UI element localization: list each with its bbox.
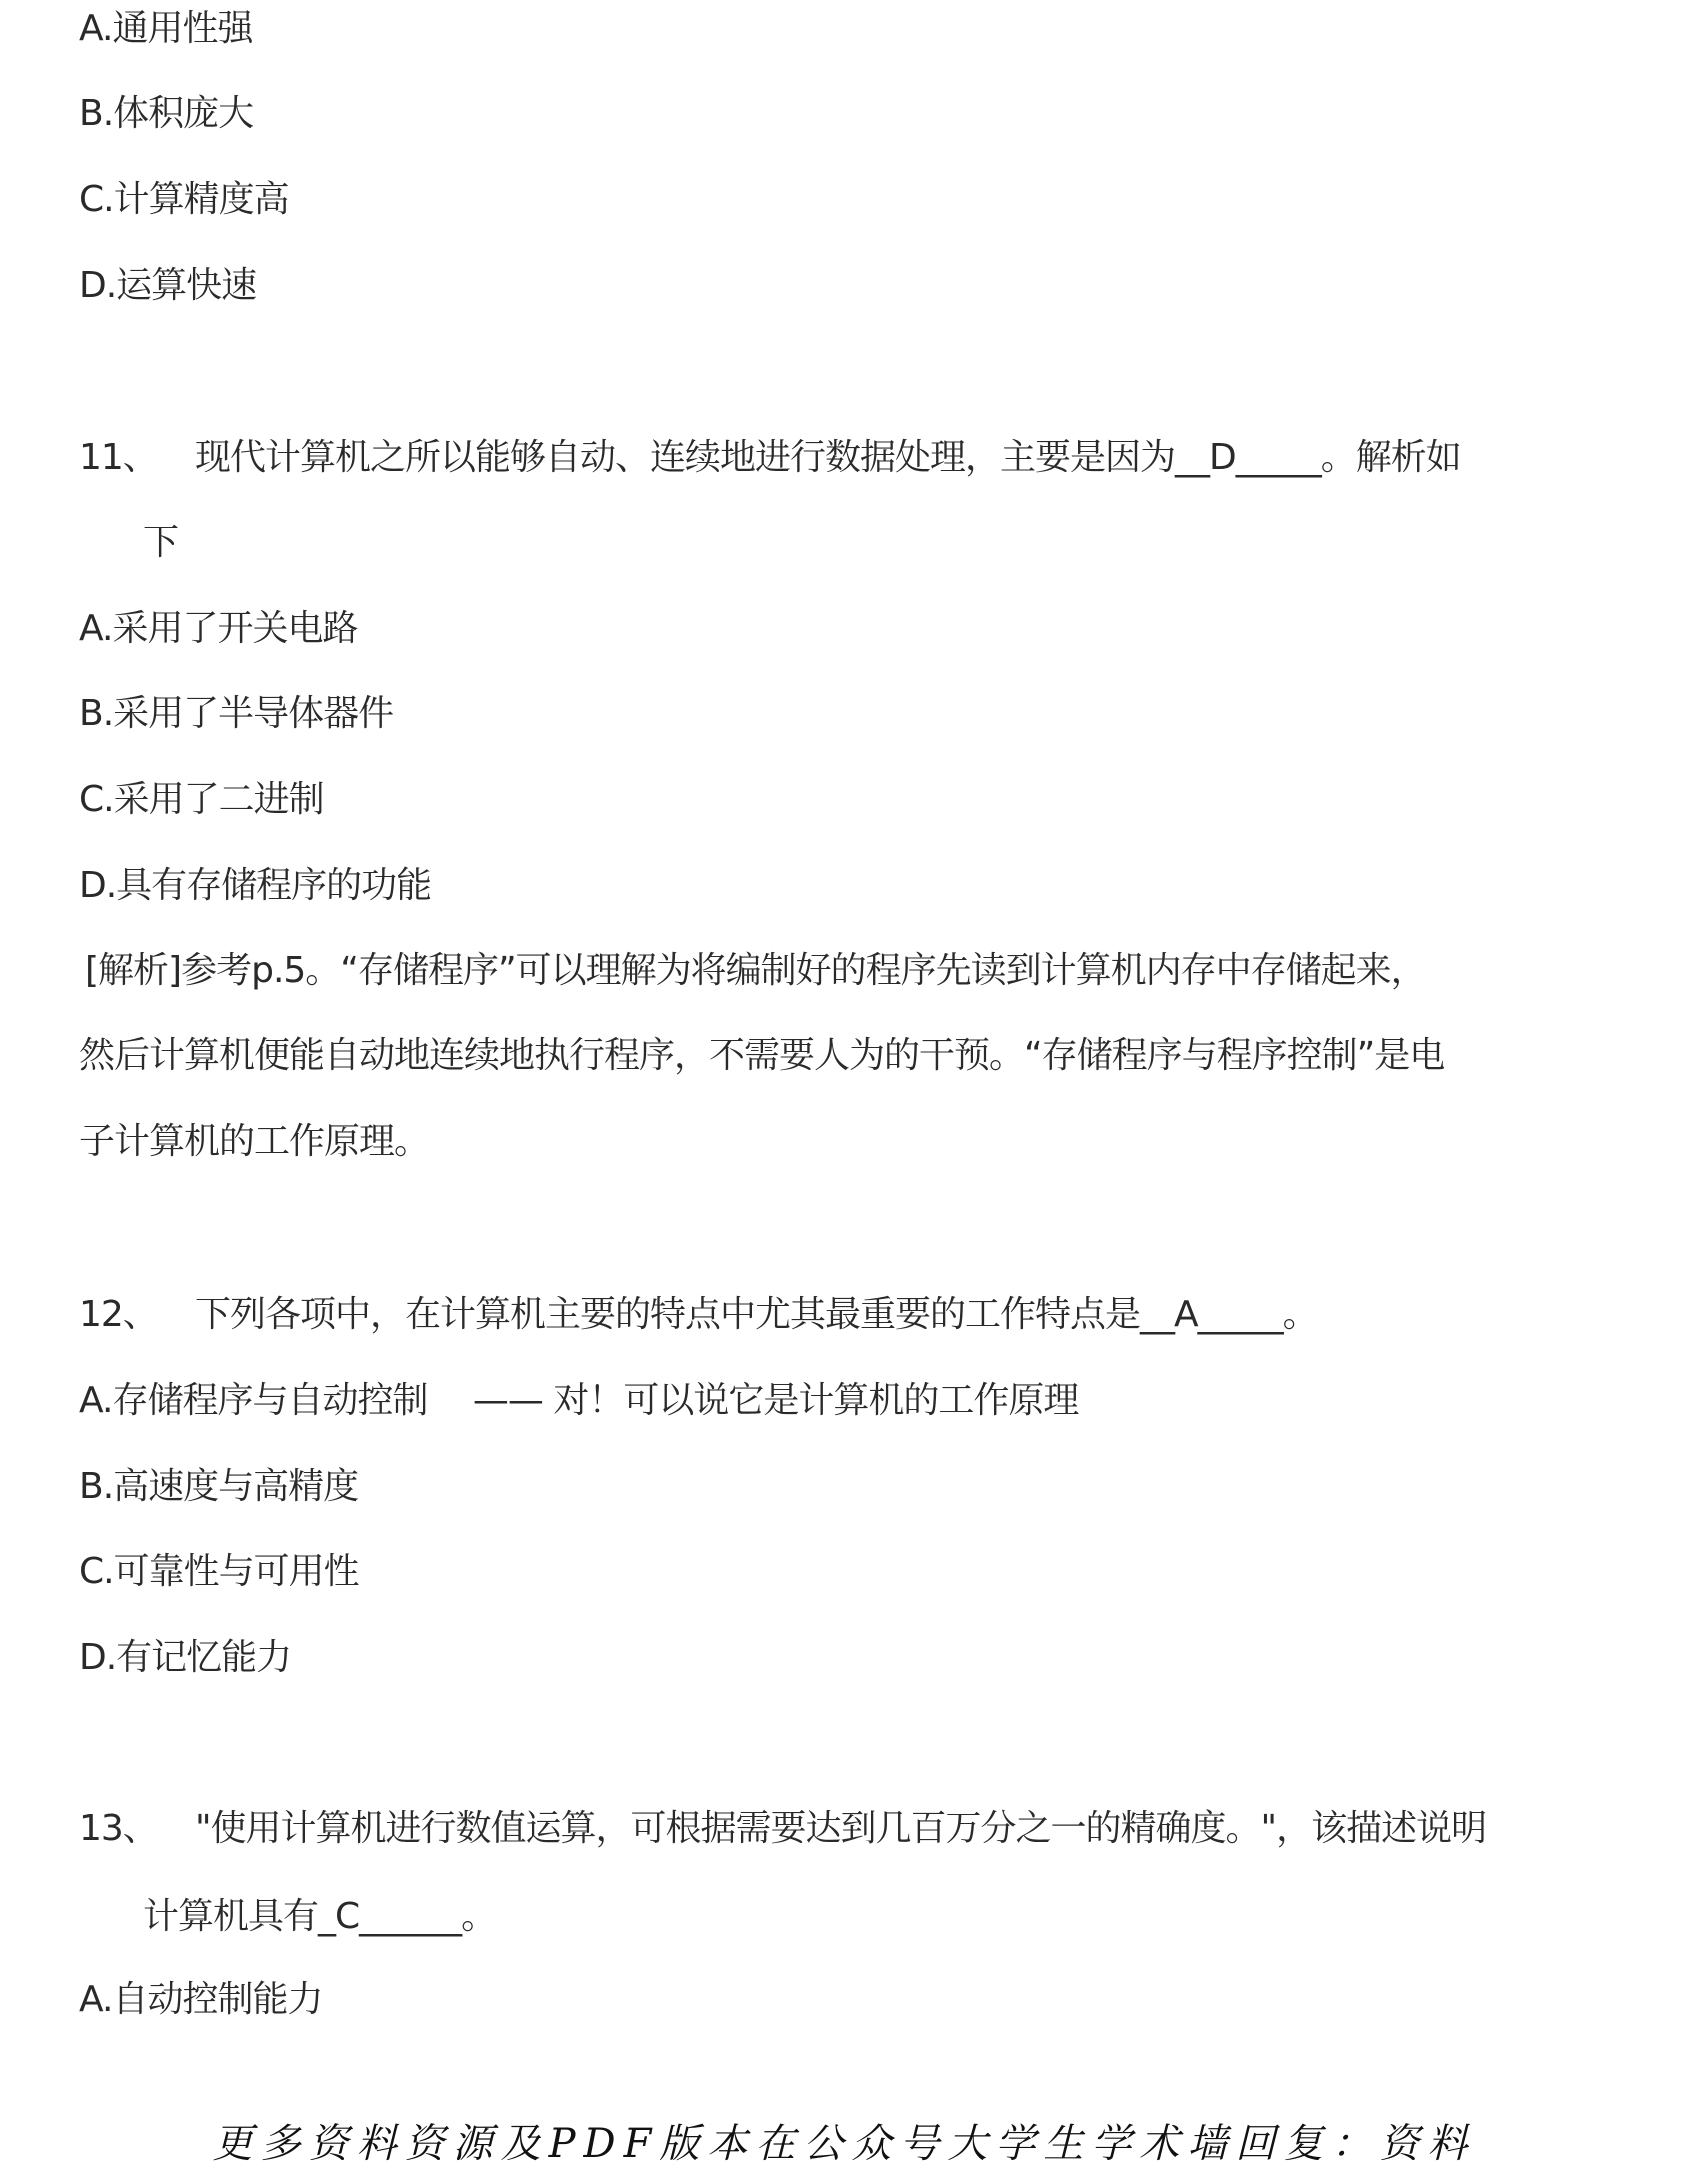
q11-option-b: B.采用了半导体器件 [79,693,394,734]
footer-promo: 更多资料资源及PDF版本在公众号大学生学术墙回复：资料 [212,2121,1476,2167]
q12-option-b: B.高速度与高精度 [79,1466,359,1507]
q11-analysis-line: [解析]参考p.5。“存储程序”可以理解为将编制好的程序先读到计算机内存中存储起来， [85,950,1426,991]
option-c: C.计算精度高 [79,179,289,220]
question-number: 11、 [79,437,158,478]
option-d: D.运算快速 [79,265,257,306]
question-11-cont: 下 [143,522,179,563]
question-11 [79,436,1461,480]
question-number: 12、 [79,1294,158,1335]
q11-option-d: D.具有存储程序的功能 [79,865,432,906]
question-text: 现代计算机之所以能够自动、连续地进行数据处理，主要是因为__D_____。解析如 [195,437,1461,478]
q13-option-a: A.自动控制能力 [79,1979,323,2020]
question-text: "使用计算机进行数值运算，可根据需要达到几百万分之一的精确度。"，该描述说明 [195,1808,1487,1849]
q11-option-c: C.采用了二进制 [79,779,324,820]
q11-option-a: A.采用了开关电路 [79,608,358,649]
q12-option-a: A.存储程序与自动控制 —— 对！可以说它是计算机的工作原理 [79,1380,1079,1421]
question-12 [79,1293,1318,1337]
q12-option-d: D.有记忆能力 [79,1637,292,1678]
question-13-cont: 计算机具有_C______。 [143,1896,497,1937]
option-b: B.体积庞大 [79,93,254,134]
q11-analysis-line: 子计算机的工作原理。 [79,1121,430,1162]
q12-option-c: C.可靠性与可用性 [79,1551,359,1592]
q11-analysis-line: 然后计算机便能自动地连续地执行程序，不需要人为的干预。“存储程序与程序控制”是电 [79,1035,1445,1076]
option-a: A.通用性强 [79,8,253,49]
question-text: 下列各项中，在计算机主要的特点中尤其最重要的工作特点是__A_____。 [195,1294,1318,1335]
question-13 [79,1807,1486,1851]
question-number: 13、 [79,1808,158,1849]
